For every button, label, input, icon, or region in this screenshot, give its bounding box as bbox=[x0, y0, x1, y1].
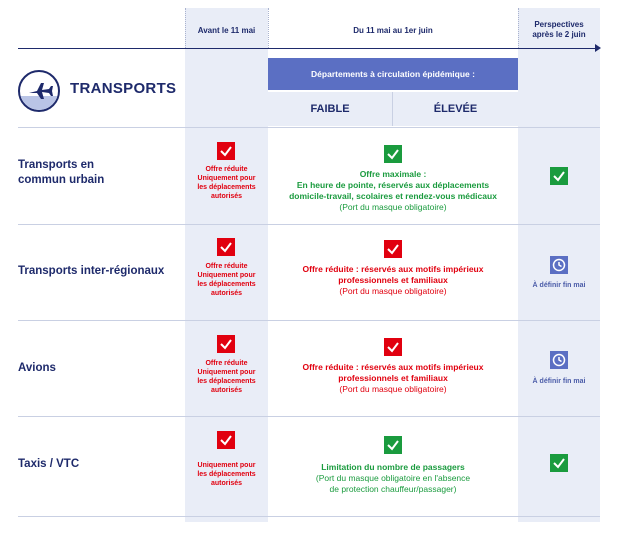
clock-icon bbox=[549, 255, 569, 275]
row-divider bbox=[18, 516, 600, 517]
red-check-icon bbox=[216, 237, 236, 257]
subheader-faible: FAIBLE bbox=[268, 92, 392, 126]
red-check-icon bbox=[383, 337, 403, 357]
epidemic-header: Départements à circulation épidémique : bbox=[268, 58, 518, 90]
section-title: TRANSPORTS bbox=[70, 80, 177, 97]
green-check-icon bbox=[549, 453, 569, 473]
during-text: Offre réduite : réservés aux motifs impérieux professionnels et familiaux (Port du masque obligatoire) bbox=[302, 362, 484, 394]
header-separator bbox=[518, 8, 519, 48]
timeline-axis bbox=[18, 48, 596, 49]
red-check-icon bbox=[383, 239, 403, 259]
row-divider bbox=[18, 224, 600, 225]
red-check-icon bbox=[216, 334, 236, 354]
header-during: Du 11 mai au 1er juin bbox=[353, 26, 433, 35]
subheader-separator bbox=[392, 92, 393, 126]
clock-icon bbox=[549, 350, 569, 370]
before-text: Offre réduite Uniquement pour les déplacements autorisés bbox=[197, 360, 256, 394]
row-label-transports-urbains: Transports en commun urbain bbox=[18, 159, 105, 186]
row-label-avions: Avions bbox=[18, 362, 56, 374]
green-check-icon bbox=[383, 144, 403, 164]
before-text: Offre réduite Uniquement pour les déplacements autorisés bbox=[197, 166, 256, 200]
timeline-arrow-icon bbox=[595, 44, 601, 52]
red-check-icon bbox=[216, 430, 236, 450]
row-label-transports-inter-regionaux: Transports inter-régionaux bbox=[18, 265, 165, 277]
after-text: À définir fin mai bbox=[532, 282, 586, 289]
during-text: Offre maximale : En heure de pointe, réservés aux déplacements domicile-travail, scolaires et rendez-vous médicaux (Port du masque obligatoire) bbox=[289, 169, 497, 212]
row-divider bbox=[18, 320, 600, 321]
before-text: Offre réduite Uniquement pour les déplacements autorisés bbox=[197, 263, 256, 297]
after-text: À définir fin mai bbox=[532, 378, 586, 385]
green-check-icon bbox=[549, 166, 569, 186]
during-text: Limitation du nombre de passagers (Port du masque obligatoire en l'absence de protection chauffeur/passager) bbox=[315, 462, 471, 494]
airplane-icon bbox=[18, 70, 60, 112]
subheader-elevee: ÉLEVÉE bbox=[393, 92, 518, 126]
before-text: Uniquement pour les déplacements autorisés bbox=[197, 462, 256, 487]
row-divider bbox=[18, 127, 600, 128]
green-check-icon bbox=[383, 435, 403, 455]
during-text: Offre réduite : réservés aux motifs impérieux professionnels et familiaux (Port du masque obligatoire) bbox=[302, 264, 484, 296]
red-check-icon bbox=[216, 141, 236, 161]
header-separator bbox=[185, 8, 186, 48]
header-before: Avant le 11 mai bbox=[197, 26, 256, 35]
header-after-line2: après le 2 juin bbox=[532, 30, 586, 39]
row-divider bbox=[18, 416, 600, 417]
header-separator bbox=[268, 8, 269, 48]
row-label-taxis-vtc: Taxis / VTC bbox=[18, 458, 80, 470]
header-after-line1: Perspectives bbox=[534, 20, 584, 29]
header-after bbox=[518, 20, 600, 40]
